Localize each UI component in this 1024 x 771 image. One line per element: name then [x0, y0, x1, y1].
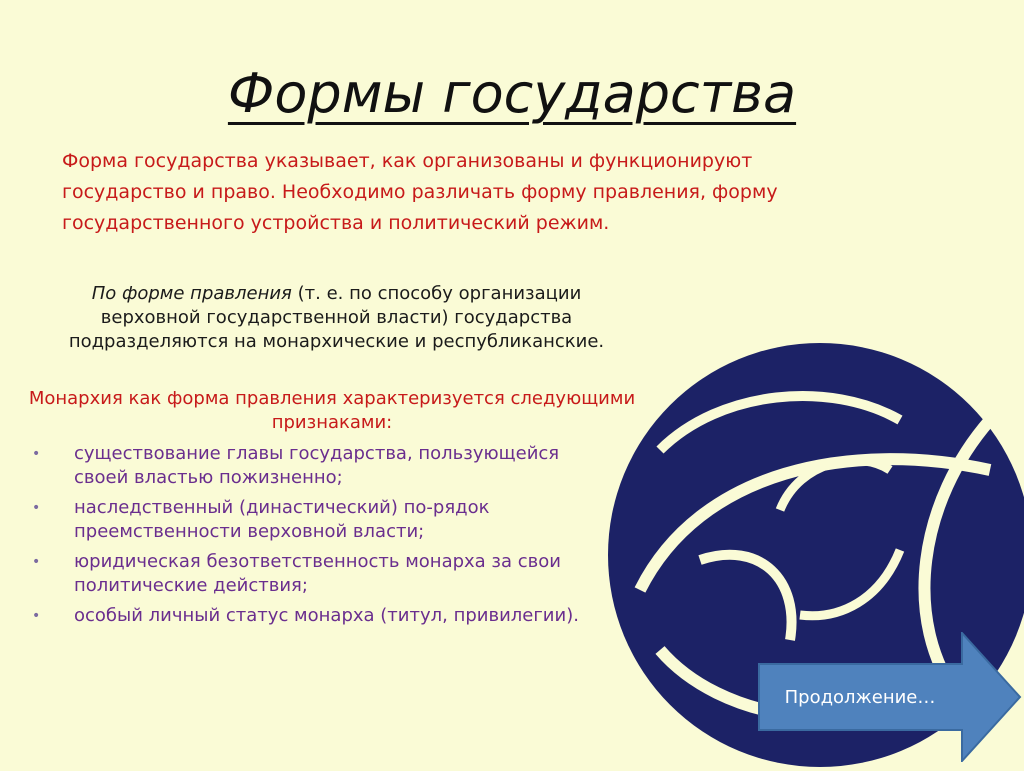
- list-item: [32, 604, 602, 628]
- list-item: [32, 550, 602, 598]
- list-item-text: существование главы государства, пользующейся своей властью пожизненно;: [74, 443, 560, 488]
- monarchy-features-list: [32, 442, 602, 634]
- bullet-icon: •: [32, 500, 41, 516]
- government-forms-paragraph: [64, 282, 609, 354]
- list-item: [32, 496, 602, 544]
- continue-button[interactable]: [758, 632, 1022, 762]
- government-forms-lead-in: По форме правления: [91, 283, 292, 304]
- list-item-text: наследственный (династический) по-рядок преемственности верховной власти;: [74, 497, 490, 542]
- slide-title: [0, 62, 1024, 125]
- slide-title-text: Формы государства: [227, 62, 797, 125]
- bullet-icon: •: [32, 554, 41, 570]
- list-item-text: юридическая безответственность монарха за свои политические действия;: [74, 551, 561, 596]
- bullet-icon: •: [32, 608, 41, 624]
- continue-button-label: Продолжение…: [784, 686, 936, 708]
- list-item: [32, 442, 602, 490]
- monarchy-heading: Монархия как форма правления характеризуется следующими признаками:: [28, 388, 636, 433]
- intro-paragraph: Форма государства указывает, как организованы и функционируют государство и право. Необходимо различать форму правления, форму государственного устройства и политический режим.: [62, 150, 778, 234]
- list-item-text: особый личный статус монарха (титул, привилегии).: [74, 605, 579, 626]
- government-forms-text: (т. е. по способу организации верховной государственной власти) государства подразделяются на монархические и республиканские.: [68, 283, 605, 352]
- bullet-icon: •: [32, 446, 41, 462]
